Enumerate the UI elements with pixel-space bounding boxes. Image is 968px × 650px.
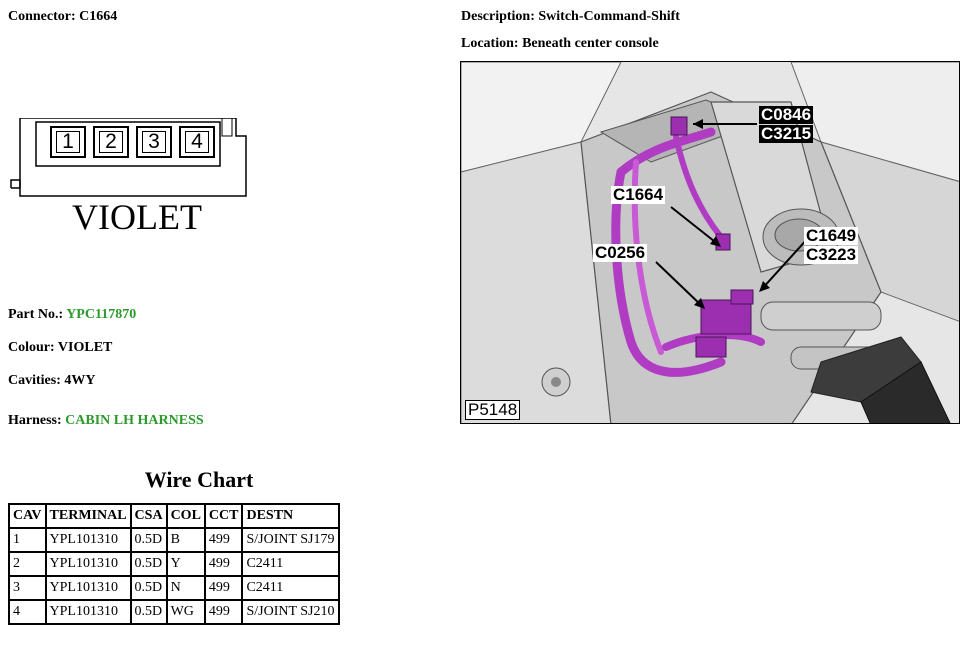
header-cav: CAV xyxy=(10,505,45,527)
cell-destn: S/JOINT SJ210 xyxy=(243,601,337,623)
header-cct: CCT xyxy=(206,505,242,527)
cavity-1-number: 1 xyxy=(56,131,80,153)
location xyxy=(461,35,659,53)
cell-col: WG xyxy=(168,601,204,623)
cavity-4 xyxy=(179,126,215,158)
colour-label: Colour: xyxy=(8,340,55,355)
cavities xyxy=(8,372,96,390)
connector-color-text: VIOLET xyxy=(72,197,202,237)
table-row xyxy=(10,529,338,551)
harness xyxy=(8,412,204,430)
harness-label: Harness: xyxy=(8,413,62,428)
cell-cct: 499 xyxy=(206,601,242,623)
colour-value: VIOLET xyxy=(57,340,113,355)
cell-csa: 0.5D xyxy=(132,529,166,551)
cell-cct: 499 xyxy=(206,577,242,599)
cell-destn: S/JOINT SJ179 xyxy=(243,529,337,551)
callout-c0846: C0846 xyxy=(761,105,812,124)
cell-cav: 1 xyxy=(10,529,45,551)
callout-c3223: C3223 xyxy=(806,245,857,264)
cell-terminal: YPL101310 xyxy=(47,529,130,551)
cell-terminal: YPL101310 xyxy=(47,553,130,575)
cavity-3-number: 3 xyxy=(142,131,166,153)
cell-destn: C2411 xyxy=(243,577,337,599)
cell-terminal: YPL101310 xyxy=(47,577,130,599)
cell-cav: 2 xyxy=(10,553,45,575)
description-value: Switch-Command-Shift xyxy=(538,9,680,24)
cavity-4-number: 4 xyxy=(185,131,209,153)
header-terminal: TERMINAL xyxy=(47,505,130,527)
wire-chart-title: Wire Chart xyxy=(144,467,254,492)
cell-cct: 499 xyxy=(206,553,242,575)
header-destn: DESTN xyxy=(243,505,337,527)
cavity-1 xyxy=(50,126,86,158)
location-illustration xyxy=(460,61,960,424)
cell-csa: 0.5D xyxy=(132,601,166,623)
cavity-2-number: 2 xyxy=(99,131,123,153)
cavity-2 xyxy=(93,126,129,158)
cell-cav: 3 xyxy=(10,577,45,599)
connector-id xyxy=(8,8,117,26)
connector-label: Connector: xyxy=(8,9,76,24)
image-reference: P5148 xyxy=(465,400,520,420)
colour xyxy=(8,339,112,357)
header-col: COL xyxy=(168,505,204,527)
table-header-row xyxy=(10,505,338,527)
table-row xyxy=(10,553,338,575)
cell-col: B xyxy=(168,529,204,551)
callout-c0256: C0256 xyxy=(595,243,646,262)
connector-value: C1664 xyxy=(79,9,118,24)
part-number-label: Part No.: xyxy=(8,307,64,322)
part-number xyxy=(8,306,136,324)
description xyxy=(461,8,680,26)
cell-csa: 0.5D xyxy=(132,553,166,575)
callout-c1664: C1664 xyxy=(613,185,664,204)
table-row xyxy=(10,601,338,623)
callout-c1649: C1649 xyxy=(806,226,857,245)
location-value: Beneath center console xyxy=(522,36,659,51)
cavity-3 xyxy=(136,126,172,158)
part-number-value: YPC117870 xyxy=(66,307,137,322)
cavities-value: 4WY xyxy=(64,373,96,388)
console-drawing xyxy=(461,62,960,424)
cell-cav: 4 xyxy=(10,601,45,623)
cell-destn: C2411 xyxy=(243,553,337,575)
harness-value: CABIN LH HARNESS xyxy=(65,413,204,428)
cell-cct: 499 xyxy=(206,529,242,551)
table-row xyxy=(10,577,338,599)
cell-terminal: YPL101310 xyxy=(47,601,130,623)
cell-csa: 0.5D xyxy=(132,577,166,599)
description-label: Description: xyxy=(461,9,535,24)
header-csa: CSA xyxy=(132,505,166,527)
callout-c3215: C3215 xyxy=(761,124,812,143)
cell-col: Y xyxy=(168,553,204,575)
wire-chart-table xyxy=(8,503,340,625)
cavities-label: Cavities: xyxy=(8,373,61,388)
connector-face-diagram xyxy=(10,118,250,238)
location-label: Location: xyxy=(461,36,519,51)
cell-col: N xyxy=(168,577,204,599)
